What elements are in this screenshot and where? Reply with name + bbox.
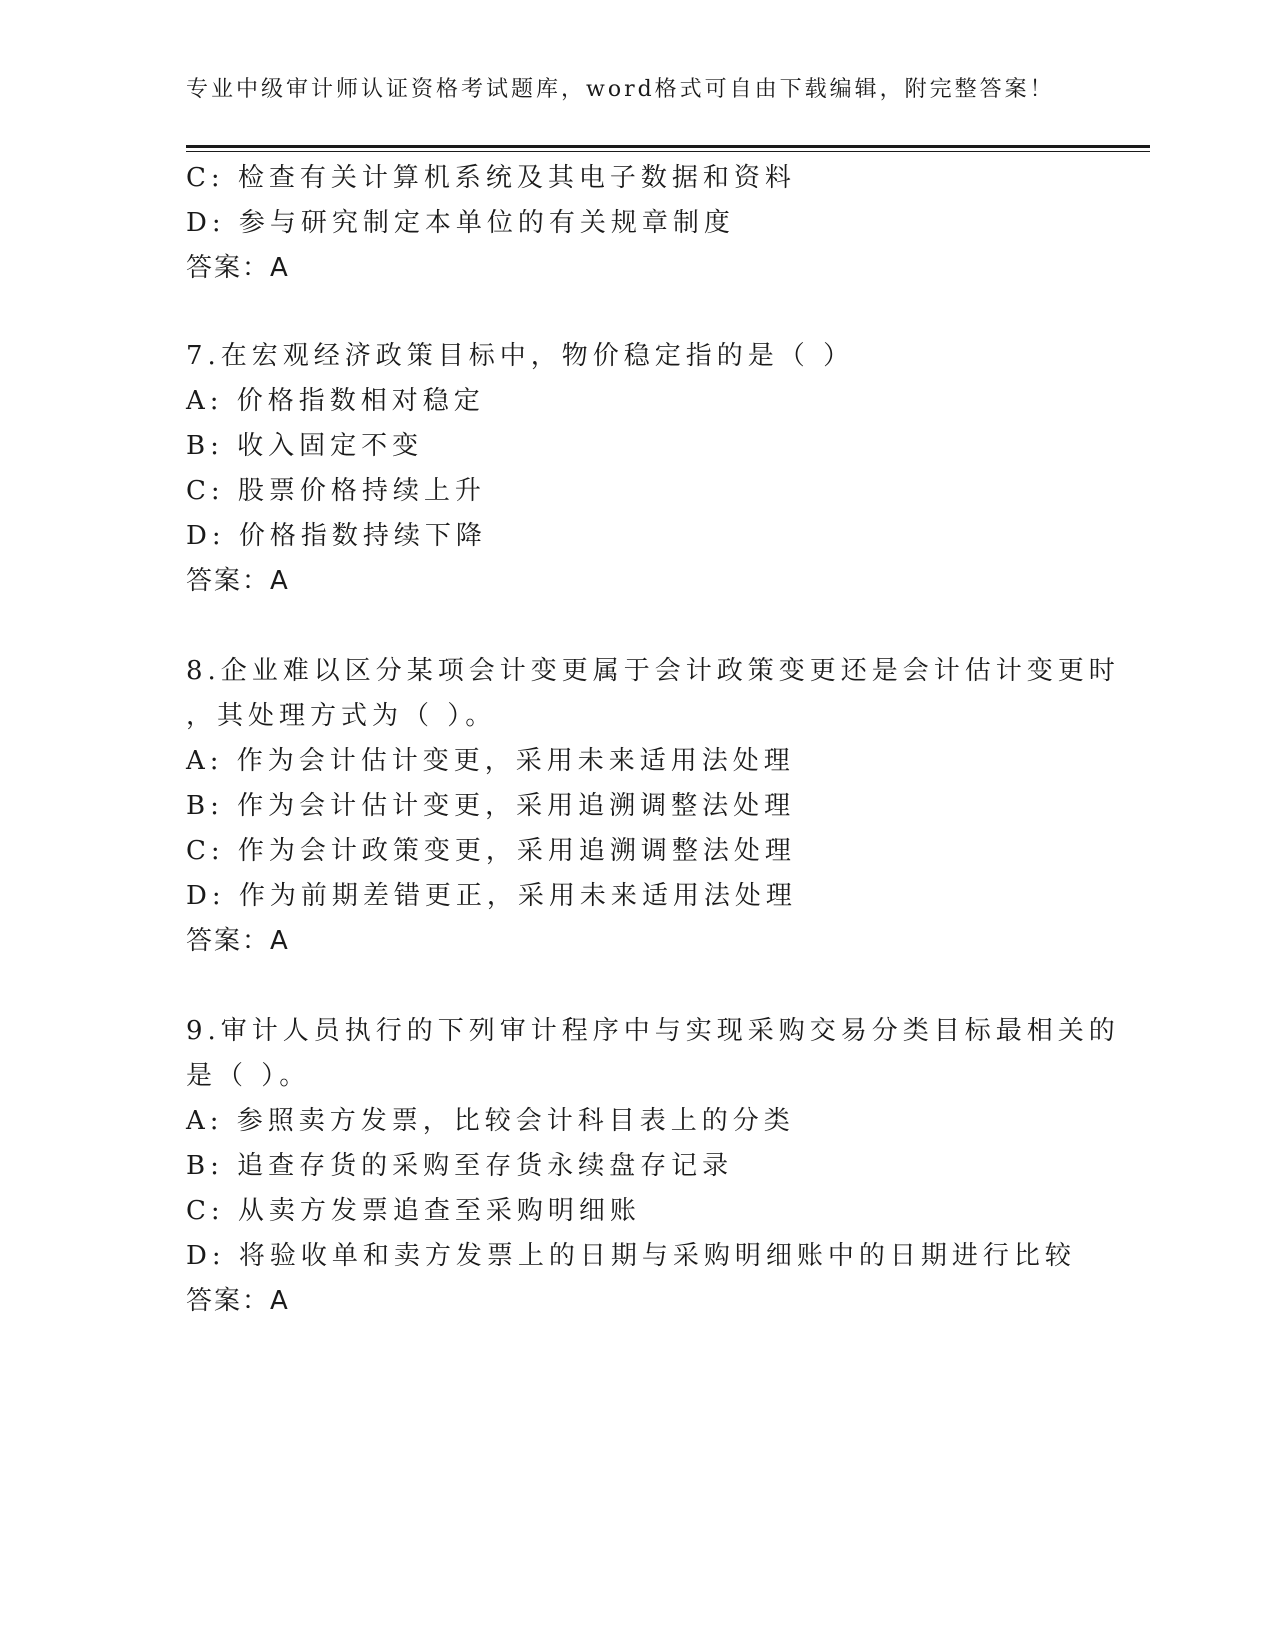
q7-answer: 答案：A: [186, 566, 290, 596]
prev-option-c: C: 检查有关计算机系统及其电子数据和资料: [186, 163, 796, 193]
q8-stem-line1: 8.企业难以区分某项会计变更属于会计政策变更还是会计估计变更时: [186, 656, 1120, 686]
header-divider-thin: [186, 151, 1150, 152]
q7-stem: 7.在宏观经济政策目标中，物价稳定指的是（ ）: [186, 341, 855, 371]
q7-option-b: B: 收入固定不变: [186, 431, 424, 461]
q9-option-b: B: 追查存货的采购至存货永续盘存记录: [186, 1151, 734, 1181]
q8-option-a: A: 作为会计估计变更，采用未来适用法处理: [186, 746, 795, 776]
q7-option-c: C: 股票价格持续上升: [186, 476, 486, 506]
q9-stem-line2: 是（ ）。: [186, 1061, 311, 1091]
q8-answer: 答案：A: [186, 926, 290, 956]
page-header: 专业中级审计师认证资格考试题库，word格式可自由下载编辑，附完整答案！: [186, 77, 1055, 102]
q9-option-c: C: 从卖方发票追查至采购明细账: [186, 1196, 641, 1226]
q8-option-d: D: 作为前期差错更正，采用未来适用法处理: [186, 881, 797, 911]
q8-stem-line2: ，其处理方式为（ ）。: [186, 701, 497, 731]
q9-option-a: A: 参照卖方发票，比较会计科目表上的分类: [186, 1106, 795, 1136]
header-divider-thick: [186, 145, 1150, 148]
q7-option-a: A: 价格指数相对稳定: [186, 386, 485, 416]
q9-option-d: D: 将验收单和卖方发票上的日期与采购明细账中的日期进行比较: [186, 1241, 1076, 1271]
q7-option-d: D: 价格指数持续下降: [186, 521, 487, 551]
q9-answer: 答案：A: [186, 1286, 290, 1316]
q8-option-c: C: 作为会计政策变更，采用追溯调整法处理: [186, 836, 796, 866]
q9-stem-line1: 9.审计人员执行的下列审计程序中与实现采购交易分类目标最相关的: [186, 1016, 1120, 1046]
prev-answer: 答案：A: [186, 253, 290, 283]
prev-option-d: D: 参与研究制定本单位的有关规章制度: [186, 208, 735, 238]
q8-option-b: B: 作为会计估计变更，采用追溯调整法处理: [186, 791, 796, 821]
